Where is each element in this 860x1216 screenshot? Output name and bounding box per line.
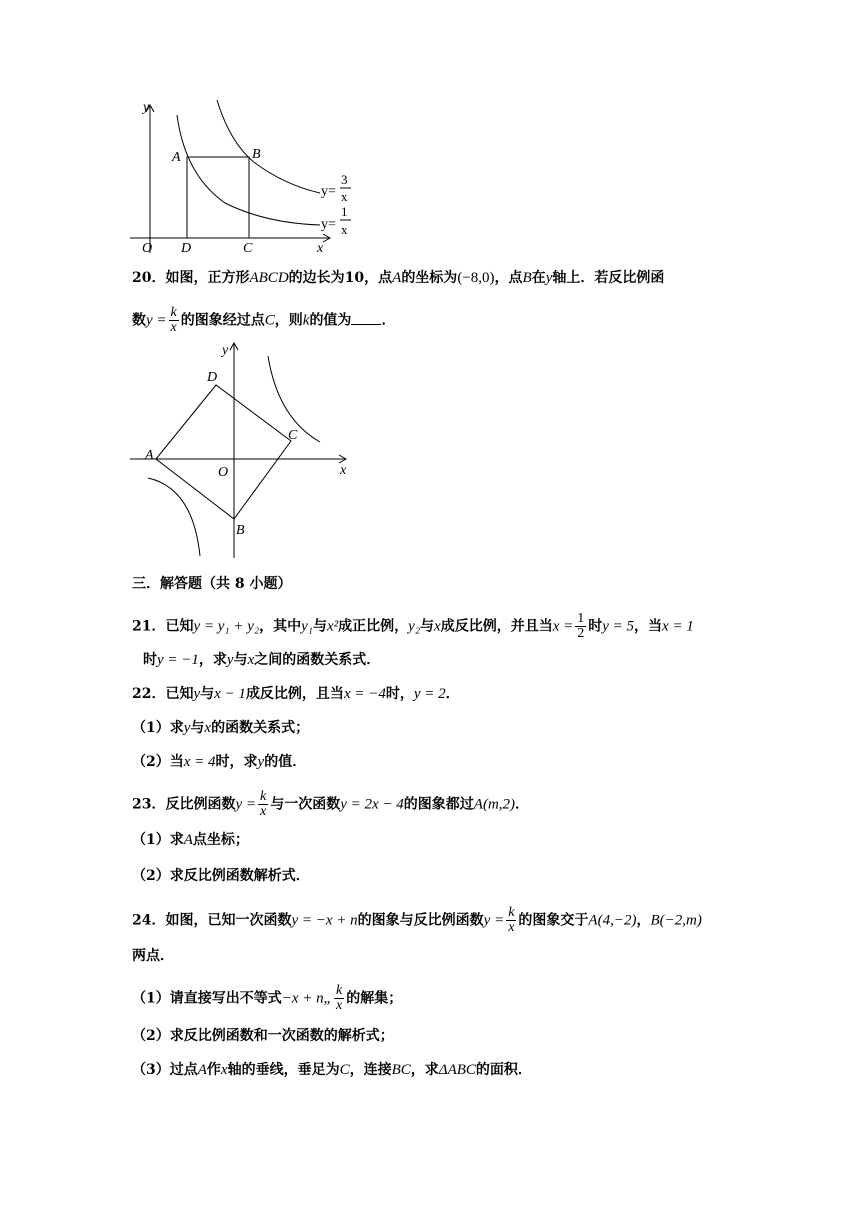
curve-label-2-num: 1: [341, 204, 348, 219]
curve-label-2-den: x: [341, 222, 348, 237]
curve-label-1-lhs: y=: [321, 184, 336, 199]
q24-sub2: （2）求反比例函数和一次函数的解析式；: [132, 1028, 394, 1044]
label-x: x: [317, 241, 324, 255]
curve-label-1-num: 3: [341, 172, 348, 187]
label-y: y: [222, 343, 229, 358]
figure-1-graph: [125, 95, 365, 255]
answer-blank[interactable]: [351, 310, 381, 325]
curve-third-quadrant: [148, 478, 200, 556]
curve-label-2-lhs: y=: [321, 217, 336, 232]
q24-sub1: （1）请直接写出不等式−x + n„ $\frac{k}{x}$ 的解集；: [132, 983, 403, 1013]
q22-sub2: （2）当x = 4时，求y的值．: [132, 754, 307, 770]
q20-line1: 20．如图，正方形ABCD的边长为10，点A的坐标为(−8,0)，点B在y轴上．若反比例函: [132, 270, 665, 286]
figure-2-graph: [128, 338, 358, 560]
label-a: A: [145, 448, 154, 463]
q22-stem: 22．已知y与x − 1成反比例，且当x = −4时，y = 2．: [132, 686, 460, 702]
curve-three-over-x: [217, 100, 320, 193]
q23-stem: 23．反比例函数y = $\frac{k}{x}$ 与一次函数y = 2x − 4的图象都过A(m,2)．: [132, 789, 530, 819]
q22-sub1: （1）求y与x的函数关系式；: [132, 720, 310, 736]
q24-sub3: （3）过点A作x轴的垂线，垂足为C，连接BC，求ΔABC的面积．: [132, 1062, 532, 1078]
q24-stem-line1: 24．如图，已知一次函数y = −x + n的图象与反比例函数y = $\frac{k}{x}$ 的图象交于A(4,−2)，B(−2,m): [132, 905, 702, 935]
label-c: C: [288, 428, 298, 443]
q24-stem-line2: 两点．: [132, 948, 174, 964]
label-b: B: [252, 147, 261, 162]
section-title: 三．解答题（共 8 小题）: [132, 576, 292, 592]
square-abcd: [156, 385, 291, 519]
label-d: D: [207, 370, 218, 385]
label-x: x: [340, 463, 347, 478]
curve-label-1-den: x: [341, 189, 348, 204]
label-b: B: [236, 523, 245, 538]
label-a: A: [172, 150, 181, 165]
label-c: C: [243, 241, 253, 255]
label-o: O: [218, 465, 229, 480]
label-o: O: [142, 241, 153, 255]
q20-line2: 数y = $\frac{k}{x}$ 的图象经过点C，则k的值为 ．: [132, 305, 396, 335]
q23-sub1: （1）求A点坐标；: [132, 832, 249, 848]
q23-sub2: （2）求反比例函数解析式．: [132, 868, 310, 884]
label-d: D: [181, 241, 192, 255]
q21-line1: 21．已知y = y₁ + y₂，其中y₁与x²成正比例，y₂与x成反比例，并且当x = $\frac{1}{2}$ 时y = 5，当x = 1: [132, 611, 694, 641]
q21-line2: 时y = −1，求y与x之间的函数关系式．: [143, 652, 381, 668]
label-y: y: [143, 100, 150, 115]
